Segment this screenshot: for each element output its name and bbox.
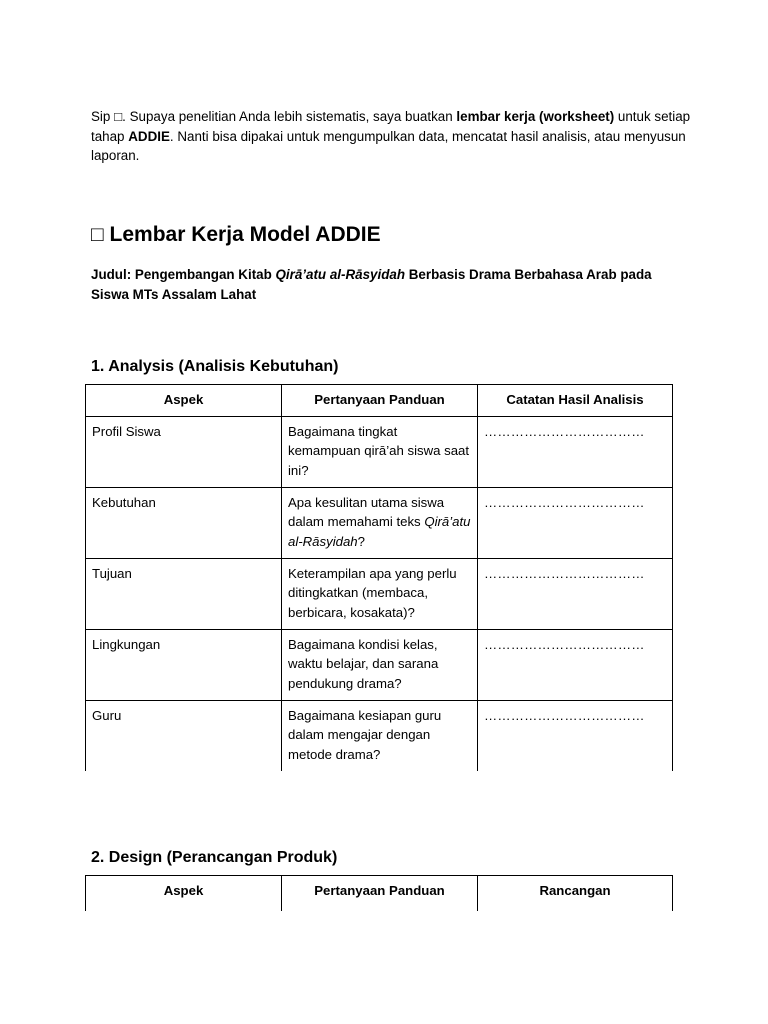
subtitle-prefix: Judul: Pengembangan Kitab xyxy=(91,267,276,282)
cell-aspek: Profil Siswa xyxy=(86,417,282,488)
table-header-row xyxy=(86,385,673,417)
cell-catatan[interactable]: ……………………………… xyxy=(478,417,673,488)
cell-pertanyaan xyxy=(282,701,478,772)
question-text: Bagaimana kesiapan guru dalam mengajar dengan metode drama? xyxy=(288,708,442,762)
intro-bold-worksheet: lembar kerja (worksheet) xyxy=(456,109,615,124)
cell-pertanyaan xyxy=(282,630,478,701)
intro-text-before: Sip □. Supaya penelitian Anda lebih sistematis, saya buatkan xyxy=(91,109,457,124)
question-text-end: ? xyxy=(357,533,365,549)
table-header-row xyxy=(86,876,673,912)
table-row xyxy=(86,630,673,701)
question-text: Apa kesulitan utama siswa dalam memahami teks xyxy=(288,495,445,530)
cell-pertanyaan xyxy=(282,488,478,559)
cell-catatan[interactable]: ……………………………… xyxy=(478,488,673,559)
question-text: Bagaimana tingkat kemampuan qirā’ah siswa saat ini? xyxy=(288,424,470,478)
header-catatan: Catatan Hasil Analisis xyxy=(478,385,673,417)
header-aspek: Aspek xyxy=(86,876,282,912)
table-row xyxy=(86,488,673,559)
page-title: □ Lembar Kerja Model ADDIE xyxy=(91,223,381,246)
document-subtitle xyxy=(91,265,691,305)
header-pertanyaan: Pertanyaan Panduan xyxy=(282,876,478,912)
analysis-heading: 1. Analysis (Analisis Kebutuhan) xyxy=(91,358,339,375)
design-table xyxy=(85,875,673,911)
cell-aspek: Lingkungan xyxy=(86,630,282,701)
header-aspek: Aspek xyxy=(86,385,282,417)
cell-aspek: Guru xyxy=(86,701,282,772)
intro-paragraph xyxy=(91,107,691,166)
cell-pertanyaan xyxy=(282,417,478,488)
subtitle-italic-title: Qirā’atu al-Rāsyidah xyxy=(275,267,406,282)
cell-catatan[interactable]: ……………………………… xyxy=(478,559,673,630)
question-text: Bagaimana kondisi kelas, waktu belajar, dan sarana pendukung drama? xyxy=(288,637,439,691)
cell-aspek: Kebutuhan xyxy=(86,488,282,559)
intro-bold-addie: ADDIE xyxy=(128,128,170,144)
table-row xyxy=(86,417,673,488)
question-italic-title: Qirā’atu al-Rāsyidah xyxy=(288,514,471,549)
design-heading: 2. Design (Perancangan Produk) xyxy=(91,849,338,866)
header-pertanyaan: Pertanyaan Panduan xyxy=(282,385,478,417)
analysis-table xyxy=(85,384,673,771)
table-row xyxy=(86,559,673,630)
header-rancangan: Rancangan xyxy=(478,876,673,912)
table-row xyxy=(86,701,673,772)
cell-catatan[interactable]: ……………………………… xyxy=(478,630,673,701)
intro-text-after: . Nanti bisa dipakai untuk mengumpulkan data, mencatat hasil analisis, atau menyusun laporan. xyxy=(91,128,686,163)
cell-pertanyaan xyxy=(282,559,478,630)
subtitle-suffix: Berbasis Drama Berbahasa Arab pada Siswa MTs Assalam Lahat xyxy=(91,267,652,302)
cell-catatan[interactable]: ……………………………… xyxy=(478,701,673,772)
question-text: Keterampilan apa yang perlu ditingkatkan (membaca, berbicara, kosakata)? xyxy=(288,566,457,620)
cell-aspek: Tujuan xyxy=(86,559,282,630)
intro-text-middle: untuk setiap tahap xyxy=(91,109,691,144)
